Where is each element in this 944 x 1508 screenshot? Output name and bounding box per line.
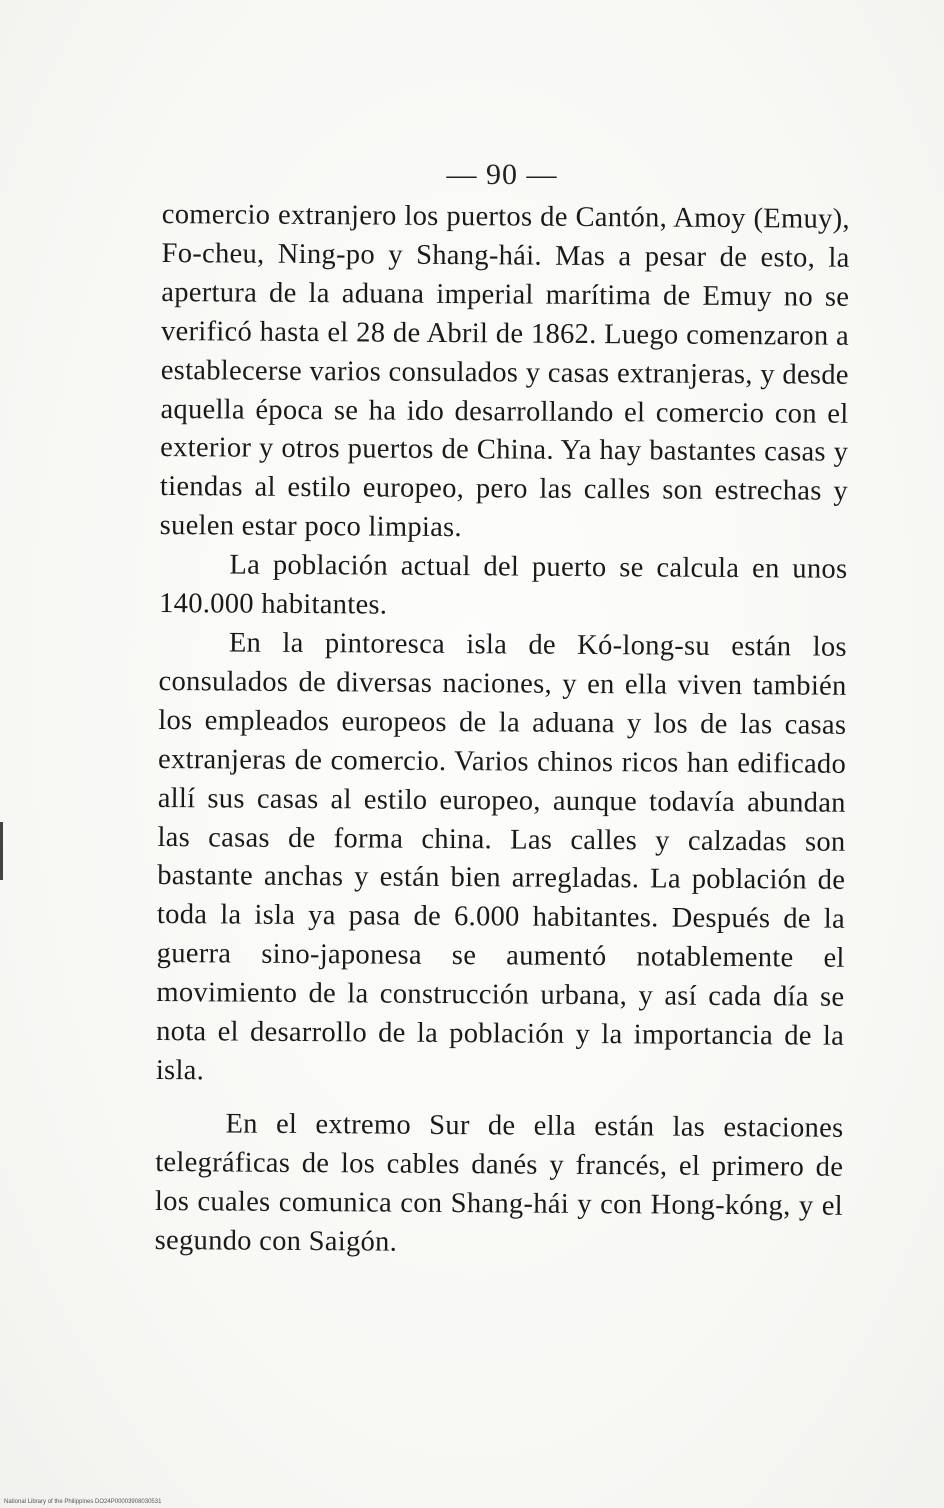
library-credit: National Library of the Philippines DO24P00003908030531 — [4, 1499, 162, 1505]
paragraph-3: En la pintoresca isla de Kó-long-su están los consulados de diversas naciones, y en ella viven también los empleados europeos de la aduana y los de las casas extranjeras de comercio. Varios chinos ricos han edificado allí sus casas al estilo europeo, aunque todavía abundan las casas de forma china. Las calles y calzadas son bastante anchas y están bien arregladas. La población de toda la isla ya pasa de 6.000 habitantes. Después de la guerra sino-japonesa se aumentó notablemente el movimiento de la construcción urbana, y así cada día se nota el desarrollo de la población y la importancia de la isla. — [155, 627, 847, 1087]
body-text — [155, 196, 850, 1265]
page-number: — 90 — — [446, 158, 558, 191]
scan-edge-mark — [0, 822, 3, 880]
paragraph-4: En el extremo Sur de ella están las estaciones telegráficas de los cables danés y francés, el primero de los cuales comunica con Shang-hái y con Hong-kóng, y el segundo con Saigón. — [154, 1108, 844, 1258]
paragraph-2: La población actual del puerto se calcula en unos 140.000 habitantes. — [159, 549, 848, 621]
paragraph-1: comercio extranjero los puertos de Cantón, Amoy (Emuy), Fo-cheu, Ning-po y Shang-hái. Mas a pesar de esto, la apertura de la aduana imperial marítima de Emuy no se verificó hasta el 28 de Abril de 1862. Luego comenzaron a establecerse varios consulados y casas extranjeras, y desde aquella época se ha ido desarrollando el comercio con el exterior y otros puertos de China. Ya hay bastantes casas y tiendas al estilo europeo, pero las calles son estrechas y suelen estar poco limpias. — [159, 198, 850, 544]
